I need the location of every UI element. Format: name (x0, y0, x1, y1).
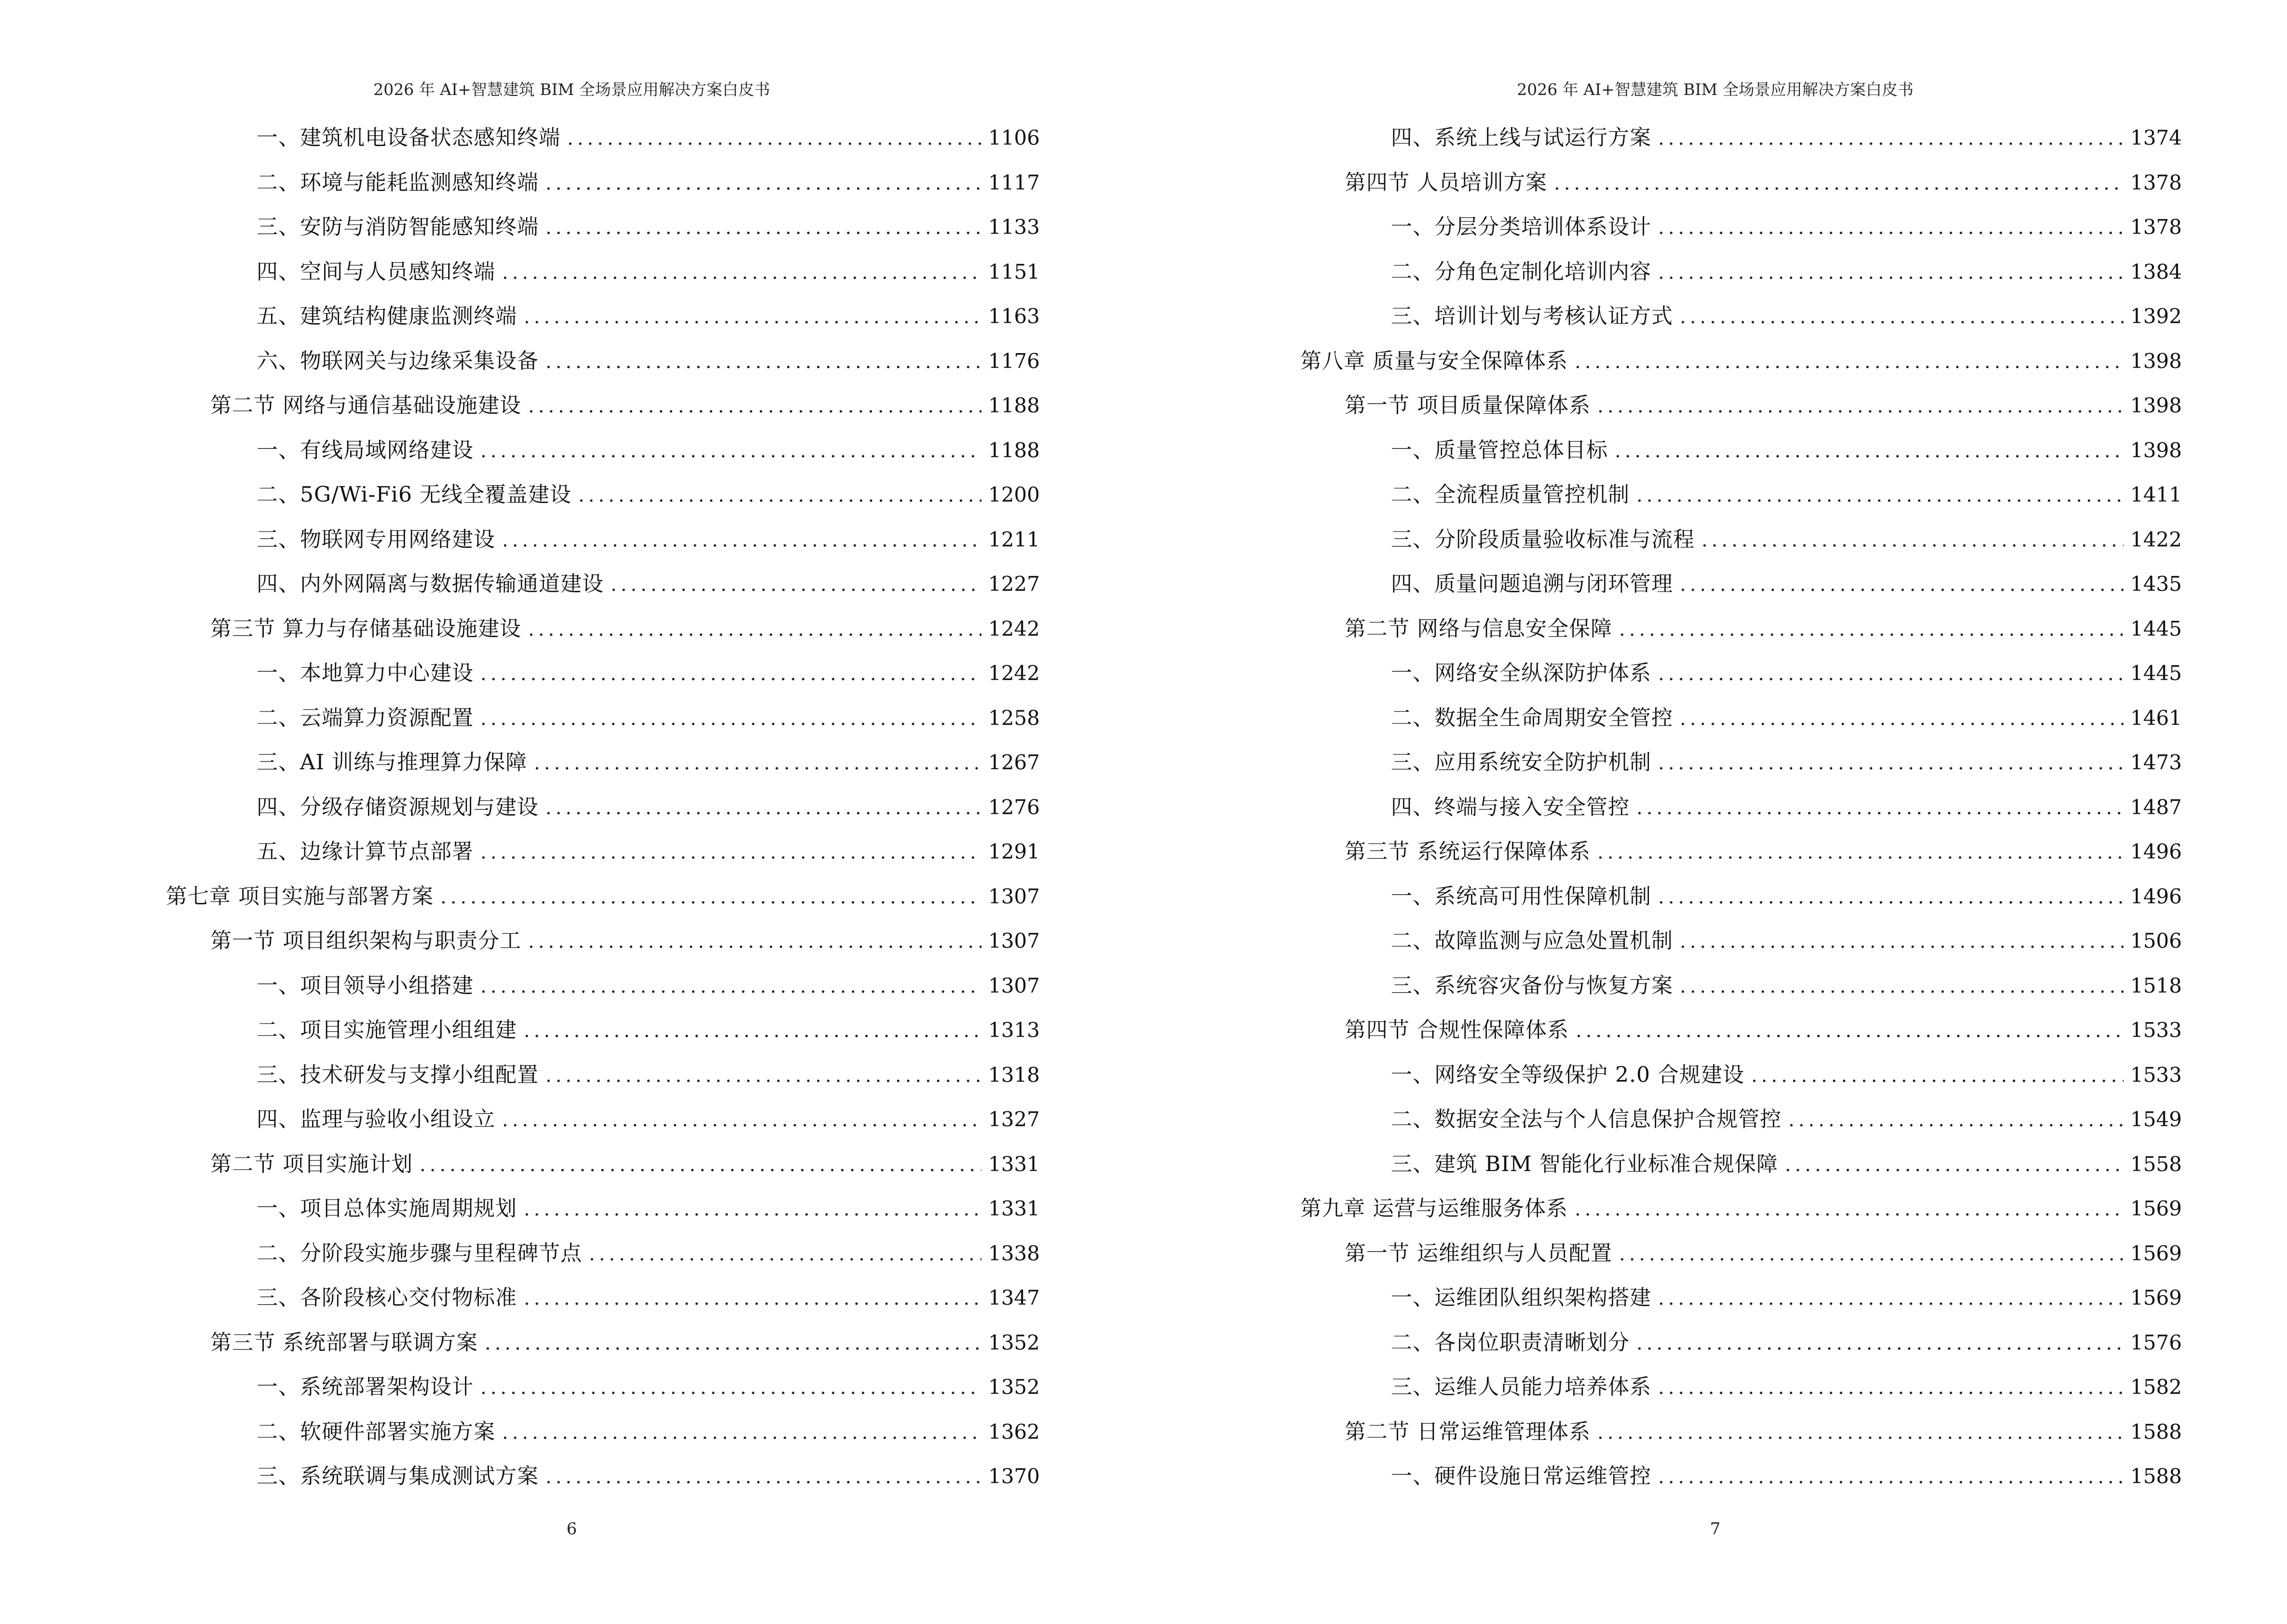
page-number: 7 (1710, 1519, 1721, 1539)
toc-subsection-entry[interactable] (166, 696, 1040, 741)
toc-subsection-entry[interactable] (166, 1231, 1040, 1276)
toc-entry-title: 二、数据安全法与个人信息保护合规管控 (1391, 1107, 1782, 1132)
dot-leader (567, 116, 981, 161)
toc-entry-page-number: 1461 (2130, 706, 2182, 730)
table-of-contents (1300, 116, 2182, 1499)
toc-entry-page-number: 1445 (2130, 661, 2182, 685)
toc-subsection-entry[interactable] (1300, 785, 2182, 830)
toc-subsection-entry[interactable] (166, 785, 1040, 830)
toc-entry-page-number: 1163 (988, 304, 1040, 328)
toc-subsection-entry[interactable] (166, 1097, 1040, 1142)
toc-entry-title: 第一节 项目质量保障体系 (1345, 393, 1591, 418)
toc-subsection-entry[interactable] (166, 1365, 1040, 1410)
toc-subsection-entry[interactable] (1300, 1454, 2182, 1499)
toc-entry-title: 二、项目实施管理小组组建 (257, 1018, 517, 1042)
toc-entry-page-number: 1352 (988, 1375, 1040, 1399)
dot-leader (1788, 1098, 2124, 1142)
dot-leader (1576, 1009, 2124, 1053)
toc-subsection-entry[interactable] (166, 1008, 1040, 1053)
toc-entry-title: 四、内外网隔离与数据传输通道建设 (257, 572, 604, 596)
toc-subsection-entry[interactable] (1300, 116, 2182, 161)
toc-subsection-entry[interactable] (1300, 1097, 2182, 1142)
dot-leader (1575, 1187, 2124, 1231)
toc-subsection-entry[interactable] (1300, 740, 2182, 785)
toc-entry-title: 二、云端算力资源配置 (257, 705, 474, 730)
toc-entry-title: 二、全流程质量管控机制 (1391, 482, 1630, 507)
toc-entry-page-number: 1176 (988, 349, 1040, 373)
toc-subsection-entry[interactable] (166, 339, 1040, 384)
toc-entry-page-number: 1331 (988, 1152, 1040, 1176)
toc-section-entry[interactable] (1300, 1231, 2182, 1276)
toc-chapter-entry[interactable] (1300, 1187, 2182, 1231)
table-of-contents (166, 116, 1040, 1499)
dot-leader (502, 518, 981, 562)
toc-subsection-entry[interactable] (1300, 1365, 2182, 1410)
toc-entry-page-number: 1276 (988, 795, 1040, 819)
toc-entry-page-number: 1318 (988, 1063, 1040, 1087)
dot-leader (440, 875, 981, 919)
dot-leader (545, 1053, 981, 1098)
toc-entry-page-number: 1533 (2130, 1063, 2182, 1087)
toc-entry-title: 一、本地算力中心建设 (257, 661, 474, 685)
toc-entry-page-number: 1242 (988, 616, 1040, 641)
toc-entry-page-number: 1569 (2130, 1286, 2182, 1310)
dot-leader (1680, 295, 2124, 339)
toc-subsection-entry[interactable] (166, 161, 1040, 205)
toc-entry-title: 第八章 质量与安全保障体系 (1300, 348, 1568, 373)
dot-leader (545, 340, 981, 384)
toc-entry-page-number: 1106 (988, 126, 1040, 150)
toc-entry-page-number: 1588 (2130, 1419, 2182, 1444)
toc-entry-title: 第四节 人员培训方案 (1345, 170, 1547, 195)
toc-entry-page-number: 1313 (988, 1018, 1040, 1042)
toc-entry-page-number: 1347 (988, 1286, 1040, 1310)
toc-entry-page-number: 1117 (988, 170, 1040, 194)
toc-section-entry[interactable] (1300, 607, 2182, 652)
toc-entry-title: 二、数据全生命周期安全管控 (1391, 705, 1673, 730)
toc-subsection-entry[interactable] (1300, 651, 2182, 696)
toc-entry-title: 第二节 日常运维管理体系 (1345, 1419, 1591, 1444)
toc-entry-page-number: 1496 (2130, 840, 2182, 863)
toc-entry-title: 一、硬件设施日常运维管控 (1391, 1464, 1651, 1488)
toc-entry-page-number: 1151 (988, 259, 1040, 284)
toc-entry-page-number: 1242 (988, 661, 1040, 685)
toc-entry-title: 三、系统联调与集成测试方案 (257, 1464, 539, 1488)
toc-entry-title: 第三节 系统运行保障体系 (1345, 839, 1591, 864)
toc-entry-page-number: 1307 (988, 929, 1040, 953)
toc-subsection-entry[interactable] (1300, 473, 2182, 518)
toc-entry-page-number: 1374 (2130, 126, 2182, 150)
toc-entry-title: 三、培训计划与考核认证方式 (1391, 304, 1673, 328)
toc-entry-title: 四、监理与验收小组设立 (257, 1107, 495, 1132)
toc-subsection-entry[interactable] (166, 294, 1040, 339)
toc-subsection-entry[interactable] (166, 205, 1040, 250)
dot-leader (545, 1455, 981, 1499)
toc-entry-title: 二、各岗位职责清晰划分 (1391, 1330, 1630, 1355)
dot-leader (1658, 1455, 2124, 1499)
toc-subsection-entry[interactable] (166, 116, 1040, 161)
toc-entry-page-number: 1533 (2130, 1018, 2182, 1042)
running-header: 2026 年 AI+智慧建筑 BIM 全场景应用解决方案白皮书 (1517, 80, 1914, 99)
toc-entry-title: 第三节 算力与存储基础设施建设 (210, 616, 521, 641)
dot-leader (1554, 161, 2124, 205)
toc-entry-title: 三、系统容灾备份与恢复方案 (1391, 973, 1673, 998)
toc-entry-title: 第四节 合规性保障体系 (1345, 1018, 1569, 1042)
dot-leader (480, 830, 981, 874)
dot-leader (502, 250, 981, 295)
dot-leader (545, 786, 981, 830)
toc-entry-page-number: 1445 (2130, 616, 2182, 641)
toc-entry-page-number: 1392 (2130, 304, 2182, 328)
toc-entry-title: 一、网络安全纵深防护体系 (1391, 661, 1651, 685)
dot-leader (480, 429, 981, 473)
dot-leader (534, 741, 981, 785)
dot-leader (502, 1410, 981, 1455)
dot-leader (1597, 384, 2124, 428)
dot-leader (524, 295, 981, 339)
dot-leader (578, 473, 981, 518)
toc-subsection-entry[interactable] (1300, 964, 2182, 1009)
toc-entry-title: 第三节 系统部署与联调方案 (210, 1330, 478, 1355)
toc-section-entry[interactable] (1300, 161, 2182, 205)
toc-subsection-entry[interactable] (166, 1410, 1040, 1455)
dot-leader (480, 1365, 981, 1410)
toc-entry-page-number: 1487 (2130, 795, 2182, 819)
toc-entry-title: 四、空间与人员感知终端 (257, 259, 495, 284)
dot-leader (1658, 205, 2124, 250)
toc-entry-page-number: 1518 (2130, 973, 2182, 997)
toc-entry-title: 二、分阶段实施步骤与里程碑节点 (257, 1241, 582, 1266)
dot-leader (1680, 696, 2124, 741)
toc-entry-page-number: 1569 (2130, 1241, 2182, 1265)
toc-entry-title: 三、分阶段质量验收标准与流程 (1391, 527, 1695, 552)
toc-entry-page-number: 1331 (988, 1197, 1040, 1220)
toc-entry-page-number: 1576 (2130, 1330, 2182, 1354)
toc-chapter-entry[interactable] (166, 874, 1040, 919)
toc-subsection-entry[interactable] (166, 1187, 1040, 1231)
toc-entry-page-number: 1588 (2130, 1464, 2182, 1488)
toc-entry-page-number: 1569 (2130, 1197, 2182, 1220)
toc-entry-page-number: 1227 (988, 572, 1040, 596)
dot-leader (1658, 116, 2124, 161)
toc-subsection-entry[interactable] (1300, 1321, 2182, 1365)
toc-entry-title: 一、系统高可用性保障机制 (1391, 884, 1651, 909)
toc-entry-title: 三、各阶段核心交付物标准 (257, 1285, 517, 1310)
toc-entry-page-number: 1398 (2130, 438, 2182, 462)
dot-leader (524, 1009, 981, 1053)
dot-leader (524, 1187, 981, 1231)
toc-entry-page-number: 1370 (988, 1464, 1040, 1488)
toc-section-entry[interactable] (166, 919, 1040, 964)
toc-chapter-entry[interactable] (1300, 339, 2182, 384)
toc-entry-title: 二、分角色定制化培训内容 (1391, 259, 1651, 284)
toc-subsection-entry[interactable] (1300, 518, 2182, 562)
dot-leader (1751, 1053, 2124, 1098)
dot-leader (480, 964, 981, 1009)
toc-subsection-entry[interactable] (1300, 428, 2182, 473)
toc-section-entry[interactable] (166, 1321, 1040, 1365)
toc-entry-title: 一、项目总体实施周期规划 (257, 1196, 517, 1221)
toc-subsection-entry[interactable] (166, 1276, 1040, 1321)
toc-subsection-entry[interactable] (166, 964, 1040, 1009)
toc-entry-page-number: 1291 (988, 840, 1040, 863)
dot-leader (1785, 1143, 2124, 1187)
dot-leader (545, 205, 981, 250)
toc-entry-page-number: 1267 (988, 751, 1040, 774)
running-header: 2026 年 AI+智慧建筑 BIM 全场景应用解决方案白皮书 (373, 80, 770, 99)
toc-entry-page-number: 1582 (2130, 1375, 2182, 1399)
dot-leader (1658, 250, 2124, 295)
toc-entry-title: 第一节 运维组织与人员配置 (1345, 1241, 1612, 1266)
dot-leader (1636, 1321, 2124, 1365)
toc-subsection-entry[interactable] (1300, 205, 2182, 250)
toc-entry-title: 一、建筑机电设备状态感知终端 (257, 125, 560, 150)
toc-subsection-entry[interactable] (166, 740, 1040, 785)
toc-entry-title: 三、运维人员能力培养体系 (1391, 1375, 1651, 1399)
dot-leader (611, 562, 981, 607)
toc-entry-title: 一、网络安全等级保护 2.0 合规建设 (1391, 1062, 1744, 1087)
toc-entry-page-number: 1398 (2130, 394, 2182, 417)
toc-section-entry[interactable] (166, 383, 1040, 428)
toc-section-entry[interactable] (1300, 383, 2182, 428)
toc-subsection-entry[interactable] (166, 518, 1040, 562)
toc-entry-page-number: 1133 (988, 215, 1040, 239)
toc-entry-page-number: 1188 (988, 394, 1040, 417)
toc-subsection-entry[interactable] (1300, 1053, 2182, 1098)
toc-subsection-entry[interactable] (1300, 1142, 2182, 1187)
toc-subsection-entry[interactable] (1300, 919, 2182, 964)
toc-section-entry[interactable] (166, 607, 1040, 652)
toc-entry-page-number: 1307 (988, 884, 1040, 908)
toc-entry-title: 一、质量管控总体目标 (1391, 437, 1608, 463)
toc-entry-page-number: 1200 (988, 483, 1040, 506)
toc-entry-title: 四、分级存储资源规划与建设 (257, 794, 539, 819)
dot-leader (1658, 652, 2124, 696)
dot-leader (480, 696, 981, 741)
dot-leader (528, 919, 981, 964)
dot-leader (545, 161, 981, 205)
toc-entry-title: 四、质量问题追溯与闭环管理 (1391, 572, 1673, 596)
toc-subsection-entry[interactable] (1300, 294, 2182, 339)
toc-subsection-entry[interactable] (1300, 562, 2182, 607)
toc-entry-page-number: 1378 (2130, 170, 2182, 194)
toc-entry-title: 二、软硬件部署实施方案 (257, 1419, 495, 1444)
toc-entry-title: 一、有线局域网络建设 (257, 437, 474, 463)
toc-entry-title: 五、边缘计算节点部署 (257, 839, 474, 864)
dot-leader (1680, 964, 2124, 1009)
dot-leader (1619, 1232, 2124, 1276)
toc-subsection-entry[interactable] (166, 651, 1040, 696)
dot-leader (1658, 741, 2124, 785)
toc-subsection-entry[interactable] (166, 250, 1040, 295)
toc-entry-page-number: 1558 (2130, 1152, 2182, 1176)
toc-entry-page-number: 1411 (2130, 483, 2182, 506)
toc-entry-title: 五、建筑结构健康监测终端 (257, 304, 517, 328)
toc-entry-title: 三、应用系统安全防护机制 (1391, 750, 1651, 775)
dot-leader (480, 652, 981, 696)
toc-section-entry[interactable] (1300, 1410, 2182, 1455)
toc-entry-title: 二、故障监测与应急处置机制 (1391, 928, 1673, 953)
toc-subsection-entry[interactable] (166, 1053, 1040, 1098)
toc-section-entry[interactable] (1300, 1008, 2182, 1053)
toc-entry-title: 六、物联网关与边缘采集设备 (257, 348, 539, 373)
dot-leader (524, 1276, 981, 1321)
dot-leader (1680, 919, 2124, 964)
toc-entry-title: 三、建筑 BIM 智能化行业标准合规保障 (1391, 1151, 1778, 1176)
toc-entry-page-number: 1378 (2130, 215, 2182, 239)
dot-leader (1658, 875, 2124, 919)
dot-leader (1702, 518, 2124, 562)
toc-entry-title: 四、终端与接入安全管控 (1391, 794, 1630, 819)
toc-subsection-entry[interactable] (166, 428, 1040, 473)
toc-entry-title: 一、运维团队组织架构搭建 (1391, 1285, 1651, 1310)
toc-section-entry[interactable] (1300, 830, 2182, 874)
dot-leader (1658, 1365, 2124, 1410)
toc-entry-title: 三、AI 训练与推理算力保障 (257, 750, 528, 775)
toc-entry-page-number: 1473 (2130, 751, 2182, 774)
toc-entry-page-number: 1362 (988, 1419, 1040, 1444)
toc-entry-title: 一、分层分类培训体系设计 (1391, 215, 1651, 239)
toc-entry-page-number: 1307 (988, 973, 1040, 997)
toc-entry-page-number: 1435 (2130, 572, 2182, 596)
toc-entry-page-number: 1384 (2130, 259, 2182, 284)
dot-leader (1619, 607, 2124, 652)
toc-entry-page-number: 1188 (988, 438, 1040, 462)
toc-entry-page-number: 1352 (988, 1330, 1040, 1354)
dot-leader (1636, 786, 2124, 830)
toc-entry-title: 第二节 项目实施计划 (210, 1151, 413, 1176)
dot-leader (1636, 473, 2124, 518)
page-right (1144, 0, 2287, 1624)
dot-leader (1597, 1410, 2124, 1455)
toc-entry-page-number: 1211 (988, 527, 1040, 551)
toc-subsection-entry[interactable] (1300, 1276, 2182, 1321)
toc-entry-title: 第七章 项目实施与部署方案 (166, 884, 434, 909)
toc-entry-title: 三、物联网专用网络建设 (257, 527, 495, 552)
toc-entry-title: 第二节 网络与通信基础设施建设 (210, 393, 521, 418)
toc-entry-page-number: 1338 (988, 1241, 1040, 1265)
toc-entry-title: 四、系统上线与试运行方案 (1391, 125, 1651, 150)
dot-leader (528, 384, 981, 428)
dot-leader (528, 607, 981, 652)
toc-subsection-entry[interactable] (166, 830, 1040, 874)
dot-leader (485, 1321, 981, 1365)
toc-subsection-entry[interactable] (166, 1454, 1040, 1499)
toc-subsection-entry[interactable] (166, 562, 1040, 607)
toc-subsection-entry[interactable] (1300, 696, 2182, 741)
dot-leader (1680, 562, 2124, 607)
dot-leader (1658, 1276, 2124, 1321)
toc-subsection-entry[interactable] (1300, 874, 2182, 919)
toc-entry-title: 二、环境与能耗监测感知终端 (257, 170, 539, 195)
dot-leader (420, 1143, 981, 1187)
toc-entry-title: 三、安防与消防智能感知终端 (257, 215, 539, 239)
toc-subsection-entry[interactable] (166, 473, 1040, 518)
toc-subsection-entry[interactable] (1300, 250, 2182, 295)
toc-entry-page-number: 1398 (2130, 349, 2182, 373)
page-number: 6 (566, 1519, 577, 1539)
toc-entry-title: 三、技术研发与支撑小组配置 (257, 1062, 539, 1087)
toc-entry-title: 第一节 项目组织架构与职责分工 (210, 928, 521, 953)
toc-entry-page-number: 1258 (988, 706, 1040, 730)
toc-entry-title: 第九章 运营与运维服务体系 (1300, 1196, 1568, 1221)
toc-section-entry[interactable] (166, 1142, 1040, 1187)
dot-leader (1575, 340, 2124, 384)
toc-entry-title: 二、5G/Wi-Fi6 无线全覆盖建设 (257, 482, 572, 507)
toc-entry-page-number: 1327 (988, 1107, 1040, 1131)
dot-leader (1615, 429, 2124, 473)
toc-entry-title: 一、项目领导小组搭建 (257, 973, 474, 998)
dot-leader (502, 1098, 981, 1142)
toc-entry-page-number: 1506 (2130, 929, 2182, 953)
toc-entry-title: 第二节 网络与信息安全保障 (1345, 616, 1612, 641)
toc-entry-page-number: 1422 (2130, 527, 2182, 551)
dot-leader (1597, 830, 2124, 874)
dot-leader (589, 1232, 981, 1276)
toc-entry-page-number: 1496 (2130, 884, 2182, 908)
toc-entry-title: 一、系统部署架构设计 (257, 1375, 474, 1399)
toc-entry-page-number: 1549 (2130, 1107, 2182, 1131)
